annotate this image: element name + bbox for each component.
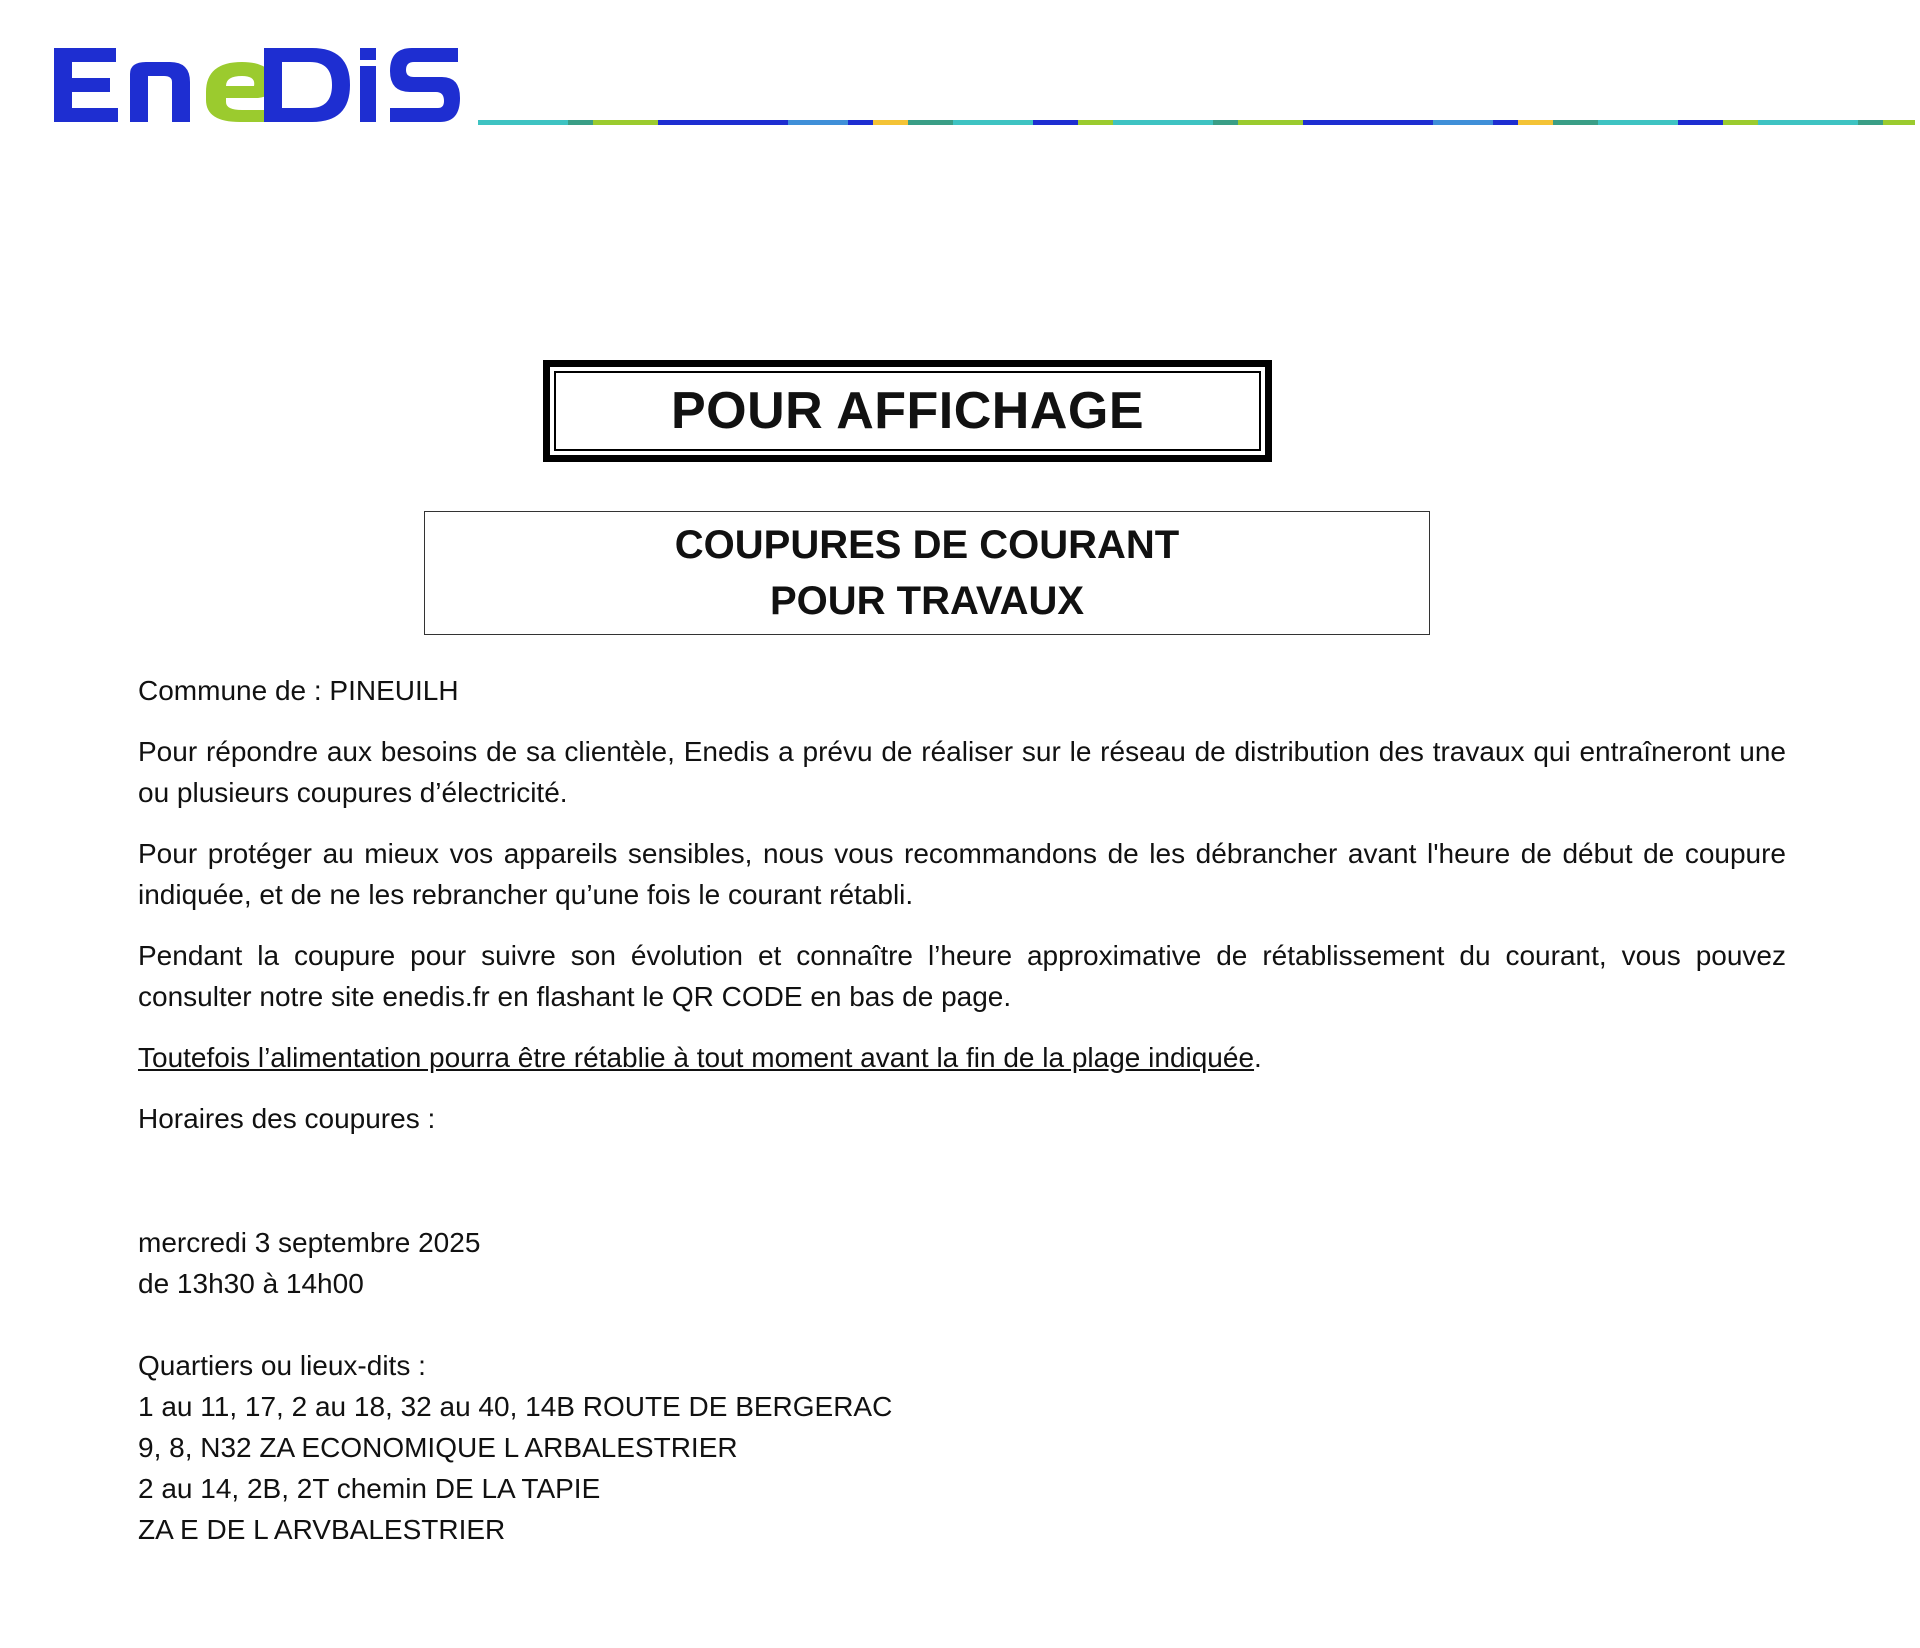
outage-date: mercredi 3 septembre 2025 [138,1227,481,1258]
paragraph-intro: Pour répondre aux besoins de sa clientèle, Enedis a prévu de réaliser sur le réseau de distribution des travaux qui entraîneront une ou plusieurs coupures d’électricité. [138,736,1786,808]
paragraph-tracking: Pendant la coupure pour suivre son évolution et connaître l’heure approximative de rétablissement du courant, vous pouvez consulter notre site enedis.fr en flashant le QR CODE en bas de page. [138,940,1786,1012]
notice-body [138,670,1786,1159]
place-item: 2 au 14, 2B, 2T chemin DE LA TAPIE [138,1473,601,1504]
paragraph-restore-warning [138,1037,1786,1078]
pour-affichage-label: POUR AFFICHAGE [554,371,1261,451]
enedis-logo [46,40,466,130]
outage-schedule [138,1222,480,1304]
affected-places [138,1345,892,1550]
paragraph-appliances: Pour protéger au mieux vos appareils sensibles, nous vous recommandons de les débrancher avant l'heure de début de coupure indiquée, et de ne les rebrancher qu’une fois le courant rétabli. [138,838,1786,910]
brand-color-stripe [478,120,1920,125]
restore-warning-text: Toutefois l’alimentation pourra être rétablie à tout moment avant la fin de la plage indiquée [138,1042,1255,1073]
place-item: ZA E DE L ARVBALESTRIER [138,1514,506,1545]
restore-warning-period: . [1254,1042,1262,1073]
notice-title-line2: POUR TRAVAUX [769,579,1085,623]
notice-title-line1: COUPURES DE COURANT [674,523,1180,567]
pour-affichage-box [543,360,1272,462]
page-header [0,0,1920,140]
place-item: 1 au 11, 17, 2 au 18, 32 au 40, 14B ROUTE DE BERGERAC [138,1391,893,1422]
notice-title-box [424,511,1430,635]
horaires-label: Horaires des coupures : [138,1103,436,1134]
commune-line: Commune de : PINEUILH [138,675,459,706]
places-label: Quartiers ou lieux-dits : [138,1350,426,1381]
place-item: 9, 8, N32 ZA ECONOMIQUE L ARBALESTRIER [138,1432,738,1463]
outage-time: de 13h30 à 14h00 [138,1268,364,1299]
